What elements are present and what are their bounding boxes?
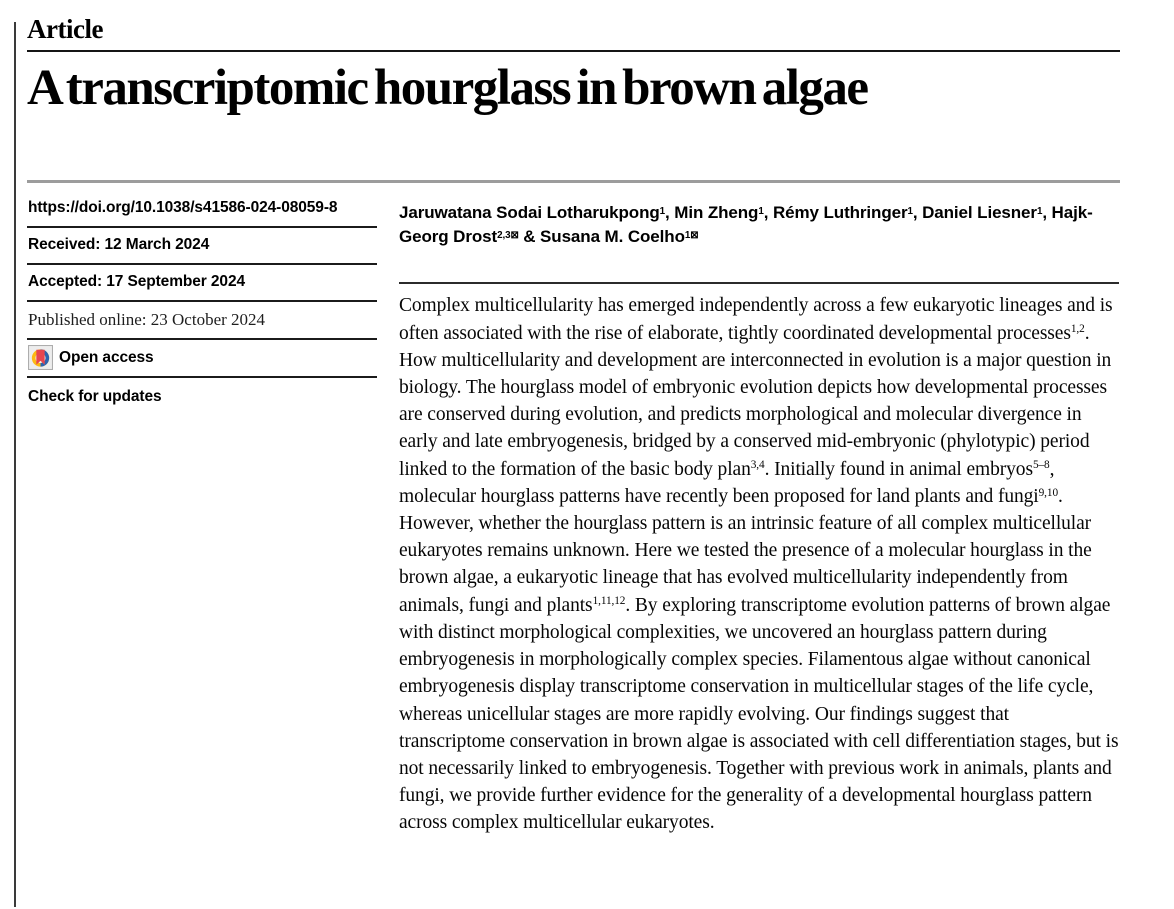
open-access-label: Open access	[59, 349, 154, 367]
accepted-date: Accepted: 17 September 2024	[27, 265, 377, 302]
metadata-sidebar	[27, 191, 377, 415]
kicker-divider	[27, 50, 1120, 52]
abstract-divider	[399, 282, 1119, 284]
check-for-updates-link[interactable]: Check for updates	[28, 388, 162, 406]
open-access-icon	[28, 345, 53, 370]
authors-line: Jaruwatana Sodai Lotharukpong$^1$, Min Zheng$^1$, Rémy Luthringer$^1$, Daniel Liesner$^1$, Hajk-Georg Drost$^{2,3⊠}$ & Susana M. Coelho$^{1⊠}$	[399, 203, 1093, 247]
left-vertical-rule	[14, 22, 16, 907]
two-column-layout	[27, 191, 1120, 836]
article-kicker: Article	[27, 14, 103, 44]
open-access-badge[interactable]	[27, 340, 377, 378]
doi-link[interactable]: https://doi.org/10.1038/s41586-024-08059-8	[27, 191, 377, 228]
received-date: Received: 12 March 2024	[27, 228, 377, 265]
main-column	[399, 191, 1119, 836]
published-online-date: Published online: 23 October 2024	[27, 302, 377, 341]
article-title: A transcriptomic hourglass in brown algae	[27, 60, 868, 117]
abstract-text: Complex multicellularity has emerged independently across a few eukaryotic lineages and is often associated with the rise of elaborate, tightly coordinated developmental processes$^{1,2}$. How multicellularity and development are interconnected in evolution is a major question in biology. The hourglass model of embryonic evolution depicts how developmental processes are conserved during evolution, and predicts morphological and molecular divergence in early and late embryogenesis, bridged by a conserved mid-embryonic (phylotypic) period linked to the formation of the basic body plan$^{3,4}$. Initially found in animal embryos$^{5-8}$, molecular hourglass patterns have recently been proposed for land plants and fungi$^{9,10}$. However, whether the hourglass pattern is an intrinsic feature of all complex multicellular eukaryotes remains unknown. Here we tested the presence of a molecular hourglass in the brown algae, a eukaryotic lineage that has evolved multicellularity independently from animals, fungi and plants$^{1,11,12}$. By exploring transcriptome evolution patterns of brown algae with distinct morphological complexities, we uncovered an hourglass pattern during embryogenesis in morphologically complex species. Filamentous algae without canonical embryogenesis display transcriptome conservation in multicellular stages of the life cycle, whereas unicellular stages are more rapidly evolving. Our findings suggest that transcriptome conservation in brown algae is associated with cell differentiation stages, but is not necessarily linked to embryogenesis. Together with previous work in animals, plants and fungi, we provide further evidence for the generality of a developmental hourglass pattern across complex multicellular eukaryotes.	[399, 295, 1119, 834]
header-divider	[27, 180, 1120, 183]
